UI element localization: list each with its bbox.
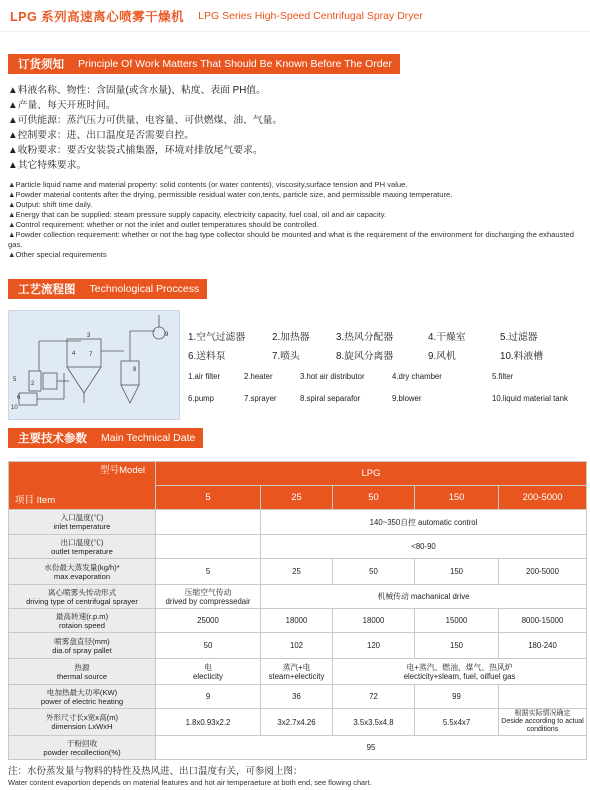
requirement-cn: ▲料液名称、物性：含固量(或含水量)、粘度、表面 PH值。 — [8, 85, 266, 96]
legend-item-liquid-tank: 10.料液槽 — [500, 350, 544, 362]
svg-text:10: 10 — [11, 405, 18, 411]
table-cell: 25000 — [156, 609, 261, 633]
svg-text:2: 2 — [31, 381, 35, 387]
row-label: 喷雾盘直径(mm) dia.of spray pallet — [9, 633, 156, 659]
table-cell: 180-240 — [499, 633, 587, 659]
legend-item-spiral-separator-en: 8.spiral separafor — [300, 393, 361, 403]
legend-item-air-filter: 1.空气过滤器 — [188, 331, 246, 343]
table-row — [9, 736, 587, 760]
footnote-en: Water content evaportion depends on material features and hot air temperaeture at both end, see flowing chart. — [8, 778, 372, 787]
table-cell: 36 — [261, 685, 333, 709]
svg-text:9: 9 — [165, 332, 169, 338]
svg-text:3: 3 — [87, 333, 91, 339]
spec-table — [8, 461, 587, 760]
footnote-cn: 注：水份蒸发量与物料的特性及热风进、出口温度有关，可参阅上图： — [8, 766, 303, 777]
table-cell: 150 — [415, 559, 499, 585]
legend-item-air-filter-en: 1.air filter — [188, 371, 221, 381]
row-label: 最高转速(r.p.m) rotaion speed — [9, 609, 156, 633]
row-label: 水份最大蒸发量(kg/h)* max.evaporation — [9, 559, 156, 585]
table-cell: 5.5x4x7 — [415, 709, 499, 736]
process-flow-drawing — [9, 311, 179, 419]
requirement-en: ▲Control requirement: whether or not the inlet and outlet temperatures should be controlled. — [8, 220, 319, 229]
row-label: 离心喷雾头传动形式 driving type of centrifugal sprayer — [9, 585, 156, 609]
svg-text:4: 4 — [72, 351, 76, 357]
legend-item-liquid-tank-en: 10.liquid material tank — [492, 393, 568, 403]
table-header-row — [9, 462, 587, 486]
requirement-cn: ▲其它特殊要求。 — [8, 160, 87, 171]
table-row — [9, 633, 587, 659]
table-row — [9, 510, 587, 535]
table-cell — [156, 535, 261, 559]
row-label: 热源 thermal source — [9, 659, 156, 685]
order-section-title-cn: 订货须知 — [8, 54, 72, 74]
table-cell: 150 — [415, 633, 499, 659]
legend-item-sprayer-en: 7.sprayer — [244, 393, 277, 403]
row-label: 入口温度(℃) inlet temperature — [9, 510, 156, 535]
tech-section-header — [8, 428, 203, 448]
table-cell: 18000 — [261, 609, 333, 633]
table-cell: 140~350自控 automatic control — [261, 510, 587, 535]
order-requirements-cn — [8, 83, 282, 173]
table-cell: 18000 — [333, 609, 415, 633]
series-header: LPG — [156, 462, 587, 486]
legend-item-filter: 5.过滤器 — [500, 331, 538, 343]
item-header-label: 项目 Item — [15, 495, 56, 506]
table-cell: 3.5x3.5x4.8 — [333, 709, 415, 736]
table-cell: 电 electicity — [156, 659, 261, 685]
legend-row-cn-1 — [188, 326, 584, 345]
order-section-header — [8, 54, 400, 74]
requirement-cn: ▲控制要求：进、出口温度是否需要自控。 — [8, 130, 195, 141]
table-cell: 9 — [156, 685, 261, 709]
table-cell — [156, 510, 261, 535]
legend-item-dry-chamber-en: 4.dry chamber — [392, 371, 442, 381]
table-cell: <80-90 — [261, 535, 587, 559]
legend-item-dry-chamber: 4.干燥室 — [428, 331, 466, 343]
legend-item-pump-en: 6.pump — [188, 393, 215, 403]
process-section-header — [8, 279, 207, 299]
model-header: 150 — [415, 486, 499, 510]
table-cell: 3x2.7x4.26 — [261, 709, 333, 736]
table-cell: 102 — [261, 633, 333, 659]
table-cell: 压缩空气传动 drived by compressedair — [156, 585, 261, 609]
legend-row-en-2 — [188, 388, 584, 408]
row-label: 外形尺寸长x宽x高(m) dimension LxWxH — [9, 709, 156, 736]
legend-item-hot-air-distributor: 3.热风分配器 — [336, 331, 394, 343]
legend-row-en-1 — [188, 366, 584, 386]
model-header: 5 — [156, 486, 261, 510]
legend-item-heater: 2.加热器 — [272, 331, 310, 343]
table-row — [9, 709, 587, 736]
process-section-title-en: Technological Proccess — [84, 279, 208, 299]
row-label: 电加热最大功率(KW) power of electric heating — [9, 685, 156, 709]
page-title-en: LPG Series High-Speed Centrifugal Spray Dryer — [198, 9, 423, 22]
process-legend — [188, 326, 584, 408]
table-cell: 200-5000 — [499, 559, 587, 585]
table-row — [9, 535, 587, 559]
table-cell: 25 — [261, 559, 333, 585]
table-cell: 99 — [415, 685, 499, 709]
table-cell: 15000 — [415, 609, 499, 633]
requirement-cn: ▲可供能源：蒸汽压力可供量、电容量、可供燃煤、油、气量。 — [8, 115, 283, 126]
process-section-title-cn: 工艺流程图 — [8, 279, 84, 299]
requirement-en: ▲Output: shift time daily. — [8, 200, 93, 209]
table-cell: 8000-15000 — [499, 609, 587, 633]
table-cell: 1.8x0.93x2.2 — [156, 709, 261, 736]
legend-item-blower: 9.风机 — [428, 350, 456, 362]
requirement-en: ▲Particle liquid name and material property: solid contents (or water contents), viscosity,surface tension and PH value. — [8, 180, 408, 189]
table-cell: 50 — [333, 559, 415, 585]
model-header: 50 — [333, 486, 415, 510]
table-row — [9, 659, 587, 685]
requirement-en: ▲Other special requirements — [8, 250, 107, 259]
page-header — [0, 0, 590, 32]
header-corner-cell — [9, 462, 156, 510]
table-cell: 95 — [156, 736, 587, 760]
svg-text:5: 5 — [13, 377, 17, 383]
row-label: 干粉回收 powder recollection(%) — [9, 736, 156, 760]
requirement-en: ▲Powder collection requirement: whether or not the bag type collector should be mounted and what is the requirement of the environment for discharging the exhausted gas. — [8, 230, 574, 249]
model-header: 200-5000 — [499, 486, 587, 510]
table-row — [9, 685, 587, 709]
legend-item-filter-en: 5.filter — [492, 371, 514, 381]
order-requirements-en — [8, 180, 586, 260]
tech-section-title-cn: 主要技术参数 — [8, 428, 95, 448]
legend-item-hot-air-distributor-en: 3.hot air distributor — [300, 371, 365, 381]
legend-item-heater-en: 2.heater — [244, 371, 273, 381]
model-header-label: 型号Model — [100, 465, 145, 476]
requirement-en: ▲Powder material contents after the drying, permissible residual water con,tents, particle size, and permissible maxing temperature. — [8, 190, 453, 199]
tech-section-title-en: Main Technical Date — [95, 428, 203, 448]
table-cell: 蒸汽+电 steam+electicity — [261, 659, 333, 685]
legend-item-sprayer: 7.喷头 — [272, 350, 300, 362]
table-cell: 120 — [333, 633, 415, 659]
svg-text:6: 6 — [17, 395, 21, 401]
page-title-cn: LPG 系列高速离心喷雾干燥机 — [10, 9, 185, 24]
table-row — [9, 609, 587, 633]
legend-item-pump: 6.送料泵 — [188, 350, 226, 362]
table-cell — [499, 685, 587, 709]
table-cell: 机械传动 machanical drive — [261, 585, 587, 609]
order-section-title-en: Principle Of Work Matters That Should Be Known Before The Order — [72, 54, 400, 74]
legend-item-blower-en: 9.blower — [392, 393, 422, 403]
process-flow-diagram — [8, 310, 180, 420]
table-row — [9, 559, 587, 585]
footnote — [8, 766, 586, 788]
model-header: 25 — [261, 486, 333, 510]
table-cell: 根据实际情况确定 Deside according to actual conditions — [499, 709, 587, 736]
table-cell: 50 — [156, 633, 261, 659]
legend-item-spiral-separator: 8.旋风分离器 — [336, 350, 394, 362]
table-cell: 72 — [333, 685, 415, 709]
requirement-cn: ▲产量、每天开班时间。 — [8, 100, 116, 111]
legend-row-cn-2 — [188, 345, 584, 364]
svg-text:8: 8 — [133, 367, 137, 373]
requirement-cn: ▲收粉要求：要否安装袋式捕集器，环境对排放尾气要求。 — [8, 145, 263, 156]
svg-text:7: 7 — [89, 352, 93, 358]
row-label: 出口温度(℃) outlet temperature — [9, 535, 156, 559]
table-cell: 电+蒸汽、燃油、煤气、热风炉 electicity+sleam, fuel, oilfuel gas — [333, 659, 587, 685]
table-row — [9, 585, 587, 609]
table-cell: 5 — [156, 559, 261, 585]
requirement-en: ▲Energy that can be supplied: steam pressure supply capacity, electricity capacity, fuel coal, oil and air capacity. — [8, 210, 387, 219]
